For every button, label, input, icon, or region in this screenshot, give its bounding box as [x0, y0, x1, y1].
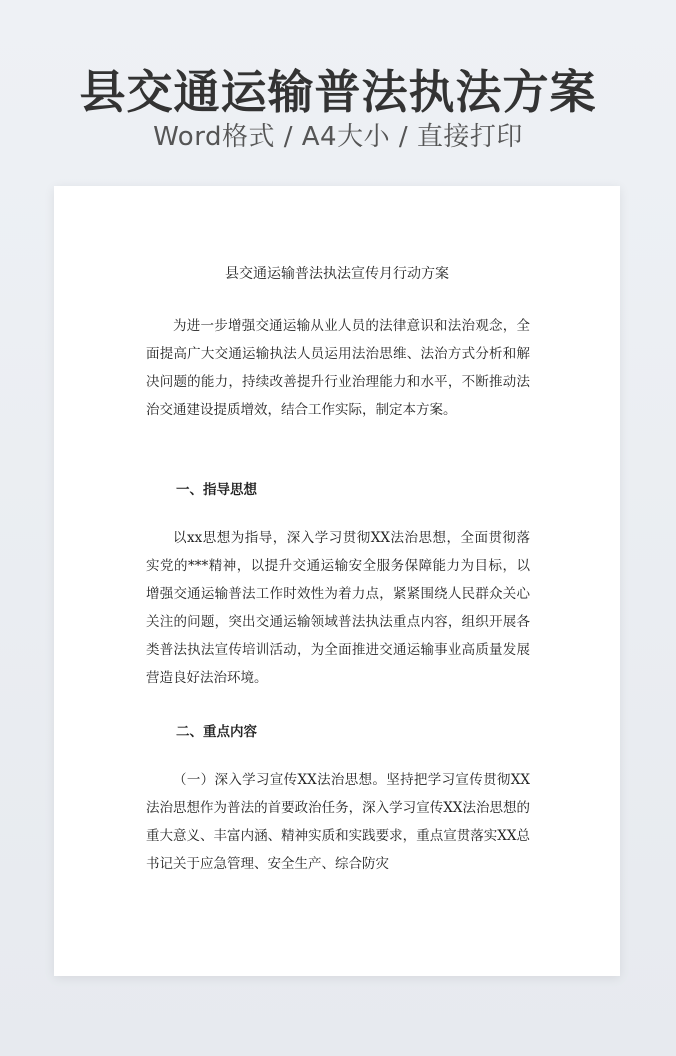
header-banner: [0, 0, 676, 170]
document-title: 县交通运输普法执法宣传月行动方案: [225, 266, 449, 282]
guiding-ideology-paragraph: 以xx思想为指导，深入学习贯彻XX法治思想，全面贯彻落实党的***精神，以提升交通运输安全服务保障能力为目标，以增强交通运输普法工作时效性为着力点，紧紧围绕人民群众关心关注的问题，突出交通运输领域普法执法重点内容，组织开展各类普法执法宣传培训活动，为全面推进交通运输事业高质量发展营造良好法治环境。: [146, 530, 530, 686]
key-content-paragraph: （一）深入学习宣传XX法治思想。坚持把学习宣传贯彻XX法治思想作为普法的首要政治任务，深入学习宣传XX法治思想的重大意义、丰富内涵、精神实质和实践要求，重点宣贯落实XX总书记关于应急管理、安全生产、综合防灾: [146, 772, 530, 872]
section-heading-guiding-ideology: 一、指导思想: [176, 482, 257, 498]
document-page: [54, 186, 620, 976]
intro-paragraph: 为进一步增强交通运输从业人员的法律意识和法治观念，全面提高广大交通运输执法人员运用法治思维、法治方式分析和解决问题的能力，持续改善提升行业治理能力和水平，不断推动法治交通建设提质增效，结合工作实际，制定本方案。: [146, 318, 530, 418]
banner-title: 县交通运输普法执法方案: [79, 65, 597, 119]
banner-subtitle: Word格式 / A4大小 / 直接打印: [153, 122, 523, 152]
section-heading-key-content: 二、重点内容: [176, 724, 257, 740]
